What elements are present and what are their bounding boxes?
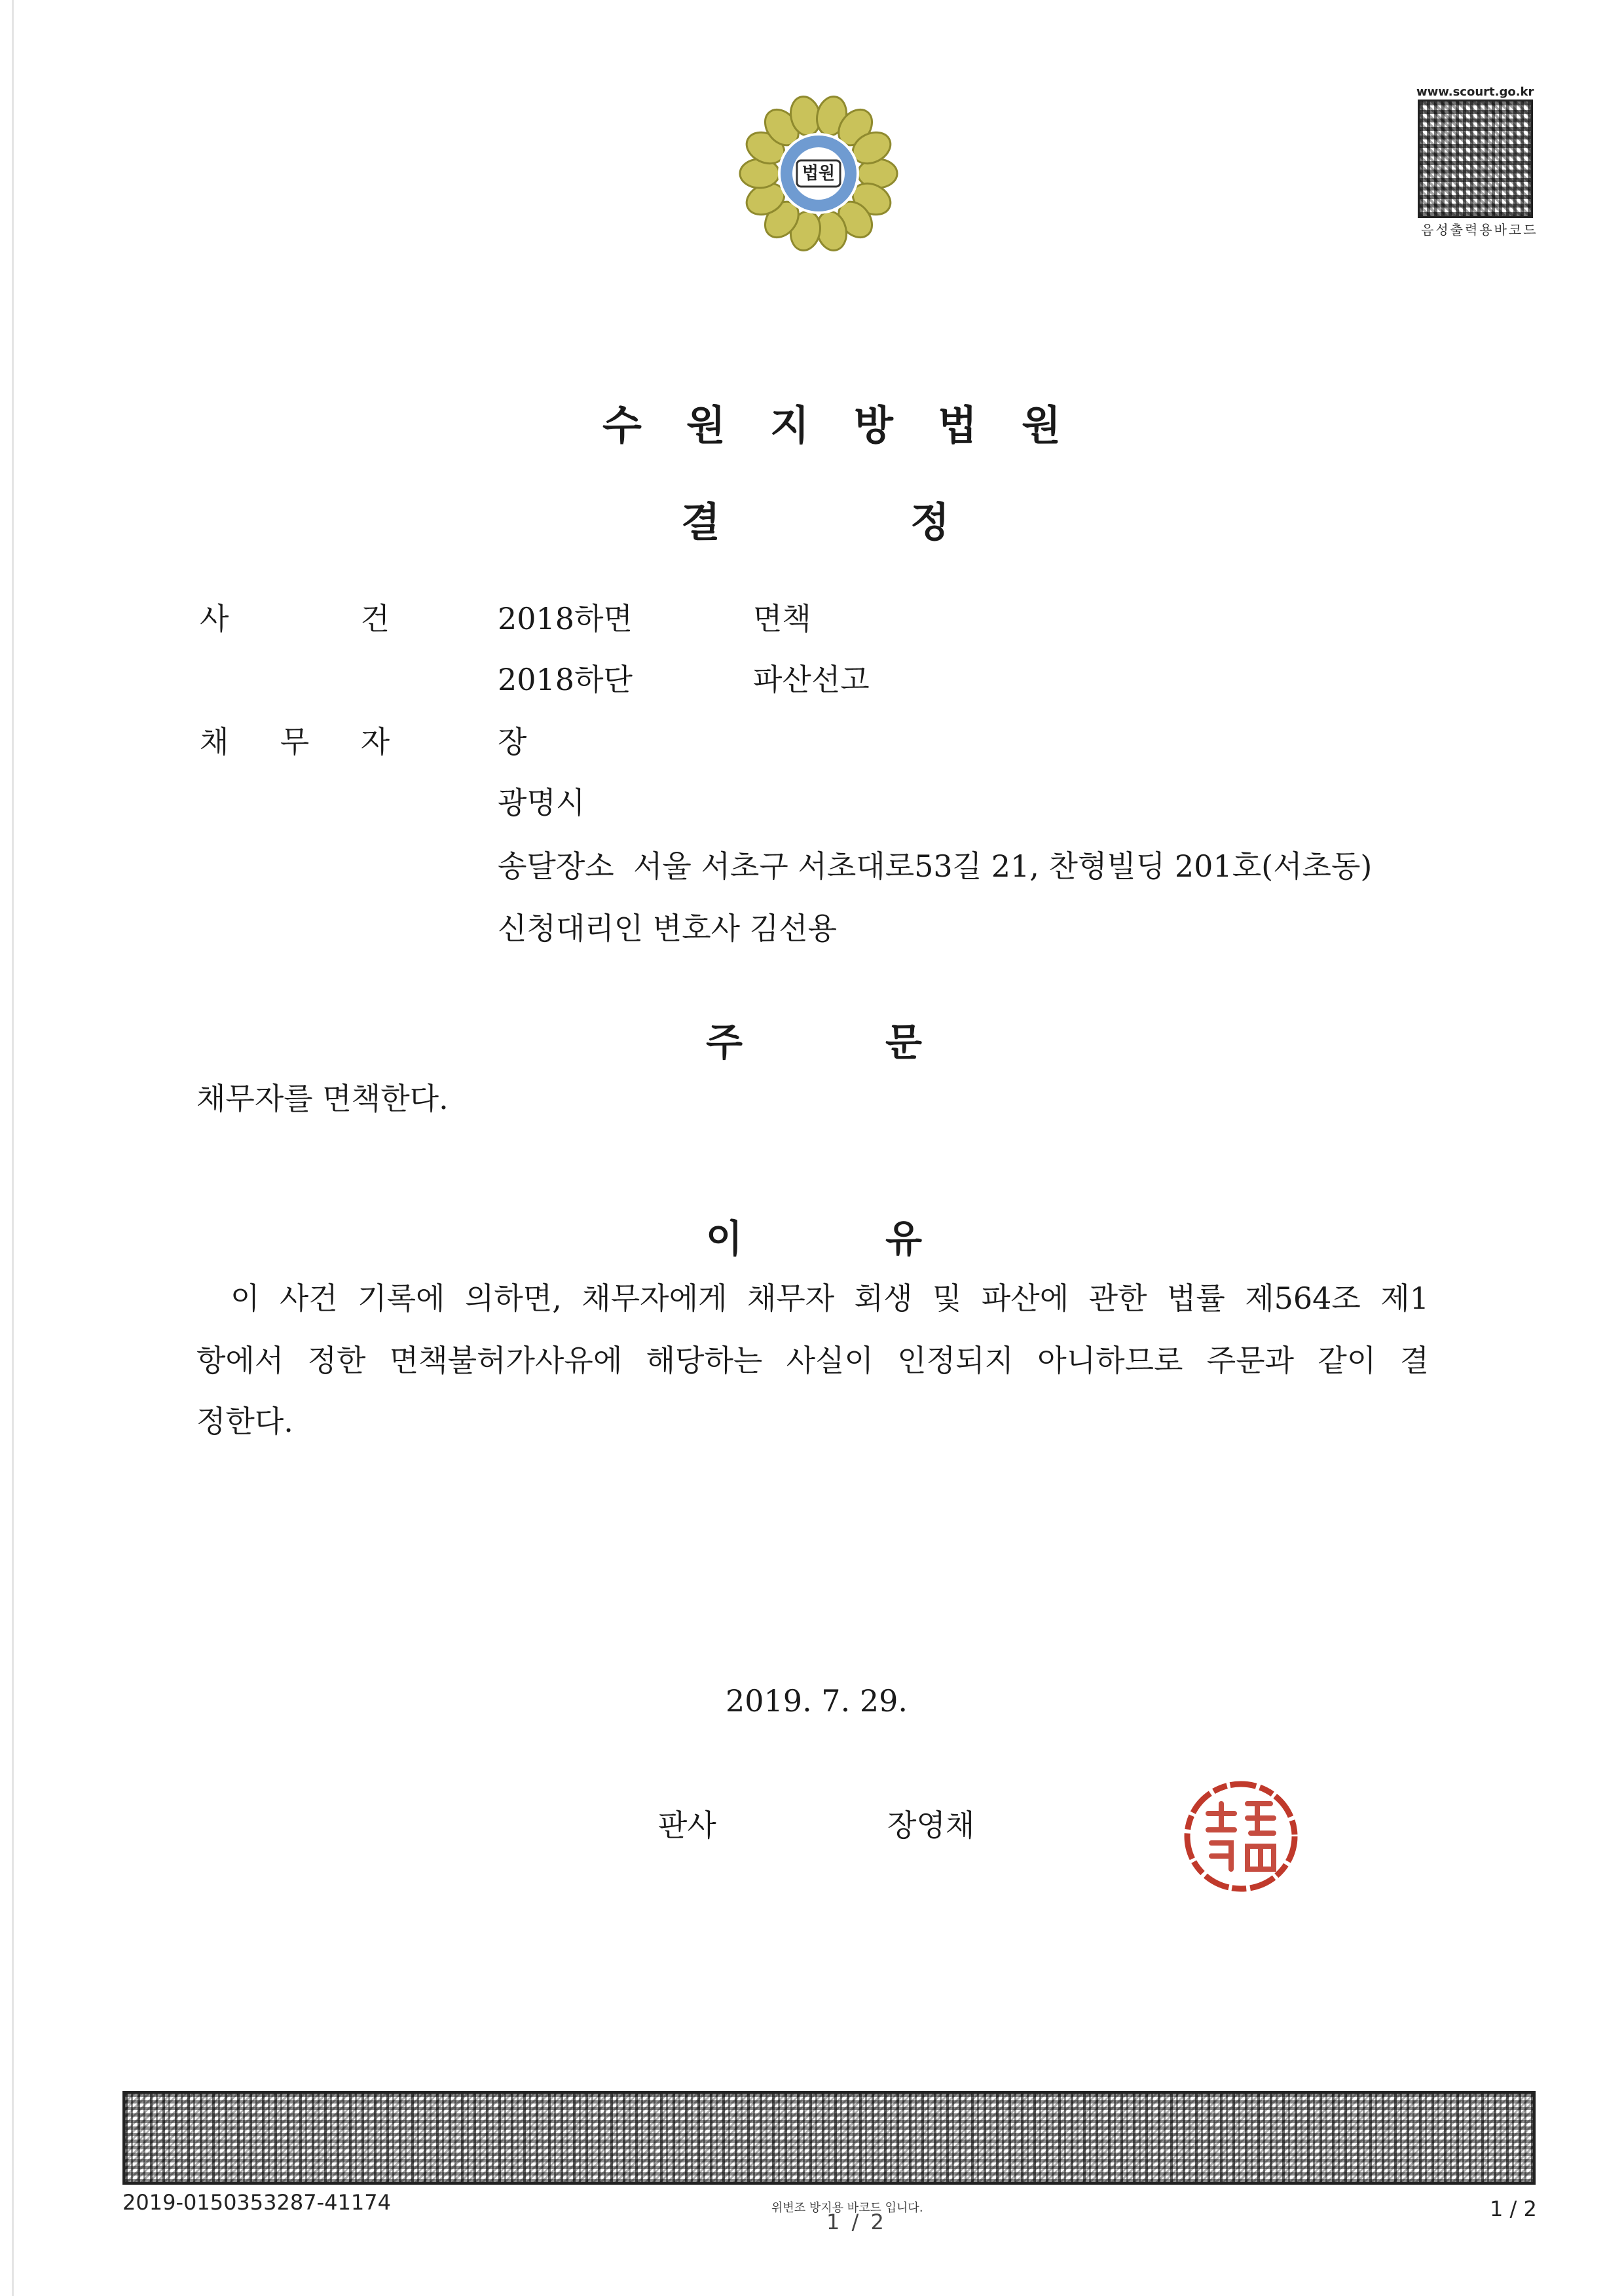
document-title-char-0: 결	[681, 498, 720, 546]
debtor-address: 광명시	[498, 785, 585, 820]
case-number-1: 2018하면	[498, 601, 633, 636]
case-number-2: 2018하단	[498, 662, 633, 697]
debtor-label-char-0: 채	[200, 724, 229, 759]
court-name-char-3: 방	[854, 401, 893, 449]
order-heading-char-1: 문	[885, 1020, 922, 1065]
reason-line-3: 정한다.	[196, 1404, 293, 1439]
document-number: 2019-0150353287-41174	[122, 2190, 391, 2215]
case-label-char-1: 건	[360, 601, 390, 636]
court-name-char-1: 원	[686, 401, 726, 449]
debtor-label	[200, 724, 390, 759]
judge-name: 장영채	[887, 1808, 975, 1843]
debtor-label-char-1: 무	[280, 724, 310, 759]
reason-line-2: 항에서 정한 면책불허가사유에 해당하는 사실이 인정되지 아니하므로 주문과 같이 결	[196, 1343, 1429, 1378]
reason-heading-char-1: 유	[885, 1216, 922, 1261]
order-heading-char-0: 주	[706, 1020, 743, 1065]
document-title	[681, 490, 950, 548]
court-name-char-4: 법	[938, 401, 977, 449]
court-name-char-0: 수	[602, 401, 642, 449]
case-label-char-0: 사	[200, 601, 229, 636]
reason-heading	[706, 1208, 922, 1263]
court-name	[602, 393, 1061, 451]
debtor-name: 장	[498, 724, 527, 759]
page-number-center: 1 / 2	[826, 2210, 887, 2234]
emblem-text: 법원	[802, 164, 836, 183]
attorney: 신청대리인 변호사 김선용	[498, 911, 838, 946]
page-number-right: 1 / 2	[1490, 2196, 1537, 2221]
service-address: 송달장소 서울 서초구 서초대로53길 21, 찬형빌딩 201호(서초동)	[498, 848, 1373, 884]
debtor-label-char-2: 자	[360, 724, 390, 759]
court-name-char-2: 지	[770, 401, 809, 449]
reason-heading-char-0: 이	[706, 1216, 743, 1261]
voice-barcode	[1418, 100, 1533, 218]
court-name-char-5: 원	[1022, 401, 1061, 449]
case-label	[200, 601, 390, 636]
voice-barcode-caption: 음성출력용바코드	[1421, 222, 1538, 238]
document-title-char-1: 정	[910, 498, 950, 546]
judge-title: 판사	[658, 1808, 716, 1843]
scan-edge-left	[12, 0, 14, 2296]
case-type-2: 파산선고	[753, 662, 870, 697]
order-heading	[706, 1011, 922, 1066]
forgery-note: 위변조 방지용 바코드 입니다.	[771, 2201, 923, 2215]
decision-date: 2019. 7. 29.	[726, 1683, 908, 1719]
forgery-prevention-barcode	[122, 2091, 1536, 2185]
case-type-1: 면책	[753, 601, 811, 636]
judge-seal	[1179, 1777, 1303, 1895]
website-text: www.scourt.go.kr	[1416, 85, 1534, 99]
order-text: 채무자를 면책한다.	[196, 1081, 449, 1116]
reason-line-1: 이 사건 기록에 의하면, 채무자에게 채무자 회생 및 파산에 관한 법률 제564조 제1	[231, 1281, 1429, 1316]
court-emblem	[737, 92, 900, 255]
